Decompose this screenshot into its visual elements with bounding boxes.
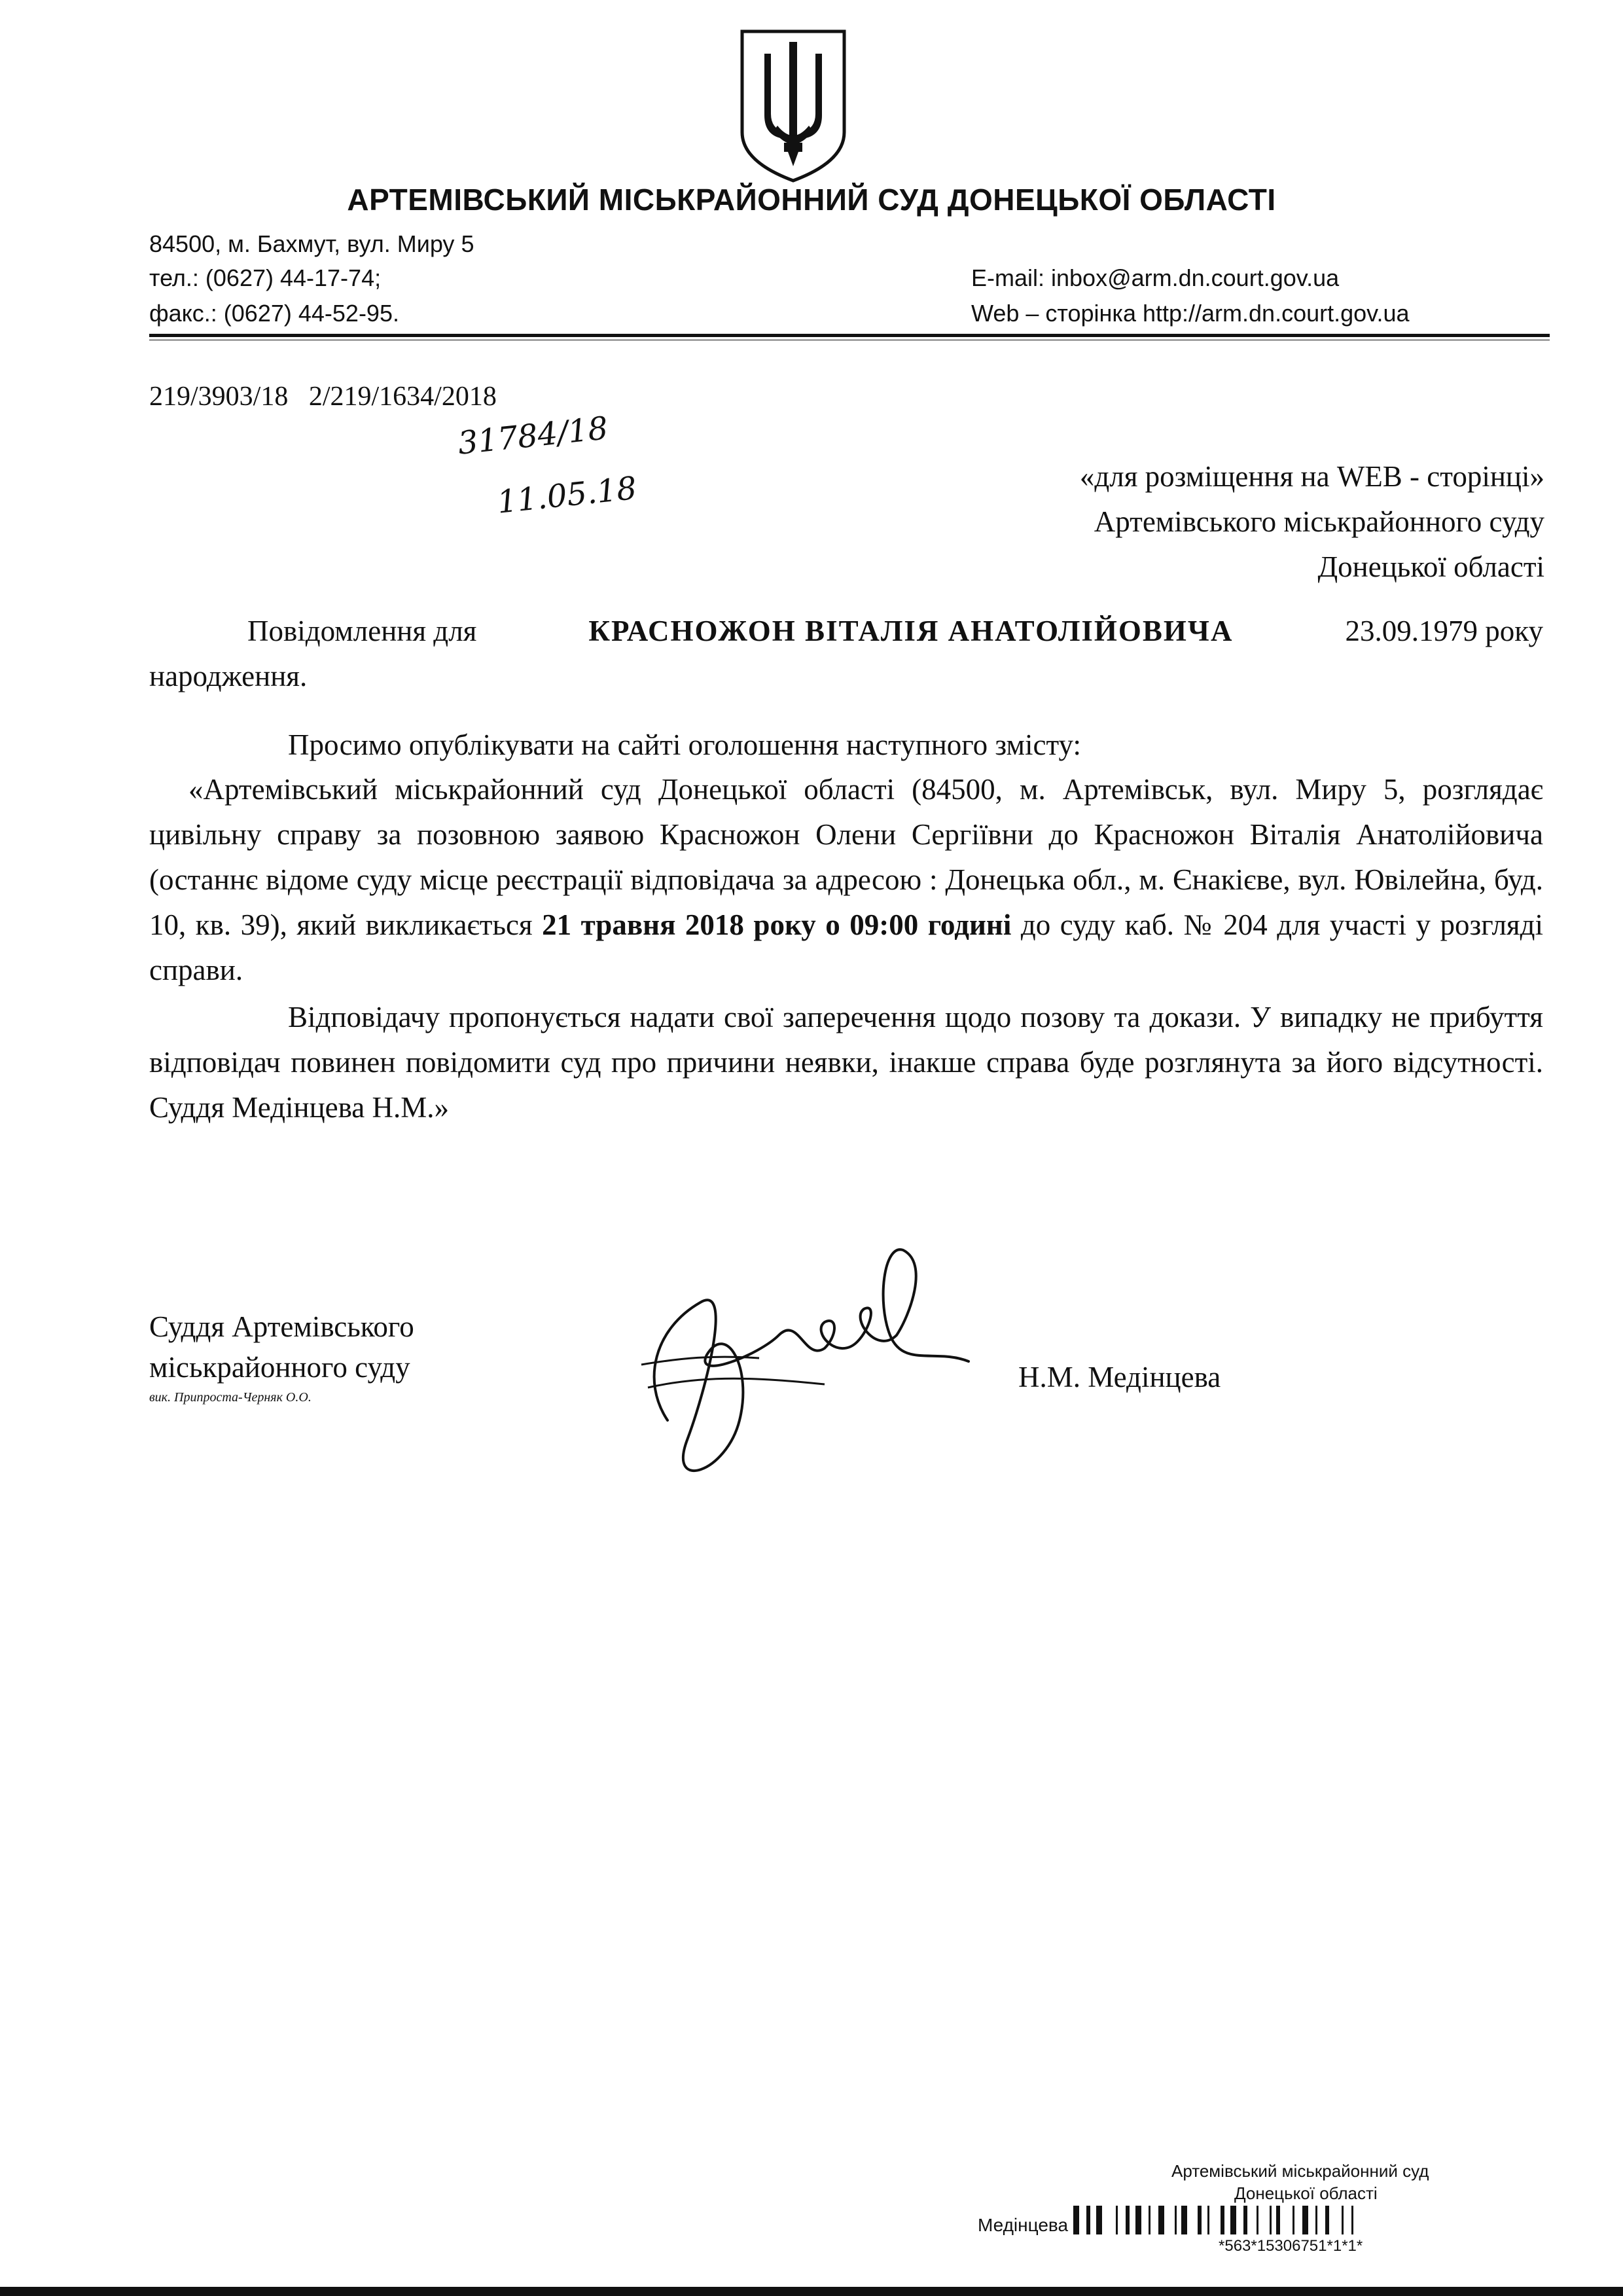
document-barcode (1073, 2206, 1544, 2234)
notice-birth-tail: народження. (149, 660, 308, 692)
stamp-judge-label: Медінцева (978, 2215, 1069, 2235)
ukraine-trident-emblem-icon (738, 27, 848, 185)
signatory-title-line-1: Суддя Артемівського (149, 1310, 414, 1343)
notice-prefix: Повідомлення для (247, 615, 477, 647)
barcode-bar (1135, 2206, 1141, 2234)
barcode-bar (1276, 2206, 1280, 2234)
case-reference-numbers: 219/3903/18 2/219/1634/2018 (149, 382, 497, 412)
recipient-line-3: Донецької області (1317, 550, 1544, 583)
barcode-bar (1243, 2206, 1247, 2234)
announcement-paragraph-2: Відповідачу пропонується надати свої заперечення щодо позову та докази. У випадку не прибуття відповідач повинен повідомити суд про причини неявки, інакше справа буде розглянута за його відсутності. Суддя Медінцева Н.М.» (149, 1001, 1543, 1124)
header-divider (149, 334, 1550, 340)
notice-person-name: КРАСНОЖОН ВІТАЛІЯ АНАТОЛІЙОВИЧА (588, 615, 1234, 647)
hearing-date-time: 21 травня 2018 року о 09:00 годині (542, 908, 1012, 941)
announcement-text: «Артемівський міськрайонний суд Донецької області (84500, м. Артемівськ, вул. Миру 5, розглядає цивільну справу за позовною заявою Красножон Олени Сергіївни до Красножон Віталія Анатолійовича (останнє відоме суду місце реєстрації відповідача за адресою : Донецька обл., м. Єнакієве, вул. Ювілейна, буд. 10, кв. 39), який викликається (149, 773, 1543, 941)
signatory-title (149, 1306, 414, 1388)
announcement-paragraph-1 (149, 767, 1543, 993)
barcode-bar (1221, 2206, 1224, 2234)
barcode-bar (1175, 2206, 1177, 2234)
barcode-bar (1096, 2206, 1102, 2234)
barcode-bar (1302, 2206, 1308, 2234)
court-phone: тел.: (0627) 44-17-74; (149, 264, 382, 291)
handwritten-registration-number: 31784/18 (456, 410, 610, 462)
stamp-region-line: Донецької області (1234, 2183, 1378, 2203)
barcode-bar (1270, 2206, 1272, 2234)
barcode-number: *563*15306751*1*1* (1219, 2237, 1363, 2255)
barcode-bar (1230, 2206, 1236, 2234)
notice-birth-date: 23.09.1979 року (1345, 615, 1543, 647)
court-name: АРТЕМІВСЬКИЙ МІСЬКРАЙОННИЙ СУД ДОНЕЦЬКОЇ ОБЛАСТІ (347, 183, 1276, 217)
announcement-text-end: до суду каб. № 204 для участі у розгляді справи. (149, 908, 1544, 986)
barcode-bar (1158, 2206, 1164, 2234)
barcode-bar (1149, 2206, 1150, 2234)
court-address: 84500, м. Бахмут, вул. Миру 5 (149, 230, 474, 257)
handwritten-registration-date: 11.05.18 (495, 469, 639, 521)
scan-bottom-edge (0, 2287, 1623, 2296)
stamp-court-line: Артемівський міськрайонний суд (1171, 2161, 1429, 2181)
notice-heading (149, 609, 1543, 699)
signatory-title-line-2: міськрайонного суду (149, 1351, 410, 1384)
signatory-name: Н.М. Медінцева (1018, 1361, 1221, 1393)
barcode-bar (1293, 2206, 1294, 2234)
barcode-bar (1126, 2206, 1130, 2234)
recipient-block (785, 454, 1544, 590)
barcode-bar (1073, 2206, 1079, 2234)
court-website: Web – сторінка http://arm.dn.court.gov.ua (971, 300, 1410, 327)
barcode-bar (1325, 2206, 1329, 2234)
barcode-bar (1351, 2206, 1353, 2234)
recipient-line-2: Артемівського міськрайонного суду (1094, 505, 1544, 538)
barcode-bar (1257, 2206, 1258, 2234)
barcode-bar (1086, 2206, 1090, 2234)
barcode-bar (1198, 2206, 1202, 2234)
barcode-bar (1116, 2206, 1118, 2234)
publication-request: Просимо опублікувати на сайті оголошення наступного змісту: (288, 728, 1081, 761)
barcode-bar (1207, 2206, 1209, 2234)
barcode-bar (1342, 2206, 1344, 2234)
court-email: E-mail: inbox@arm.dn.court.gov.ua (971, 264, 1340, 291)
handwritten-signature-icon (628, 1224, 982, 1512)
barcode-bar (1315, 2206, 1317, 2234)
barcode-bar (1181, 2206, 1187, 2234)
recipient-line-1: «для розміщення на WEB - сторінці» (1079, 460, 1544, 493)
executor-note: вик. Припроста-Черняк О.О. (149, 1390, 312, 1405)
court-fax: факс.: (0627) 44-52-95. (149, 300, 399, 327)
